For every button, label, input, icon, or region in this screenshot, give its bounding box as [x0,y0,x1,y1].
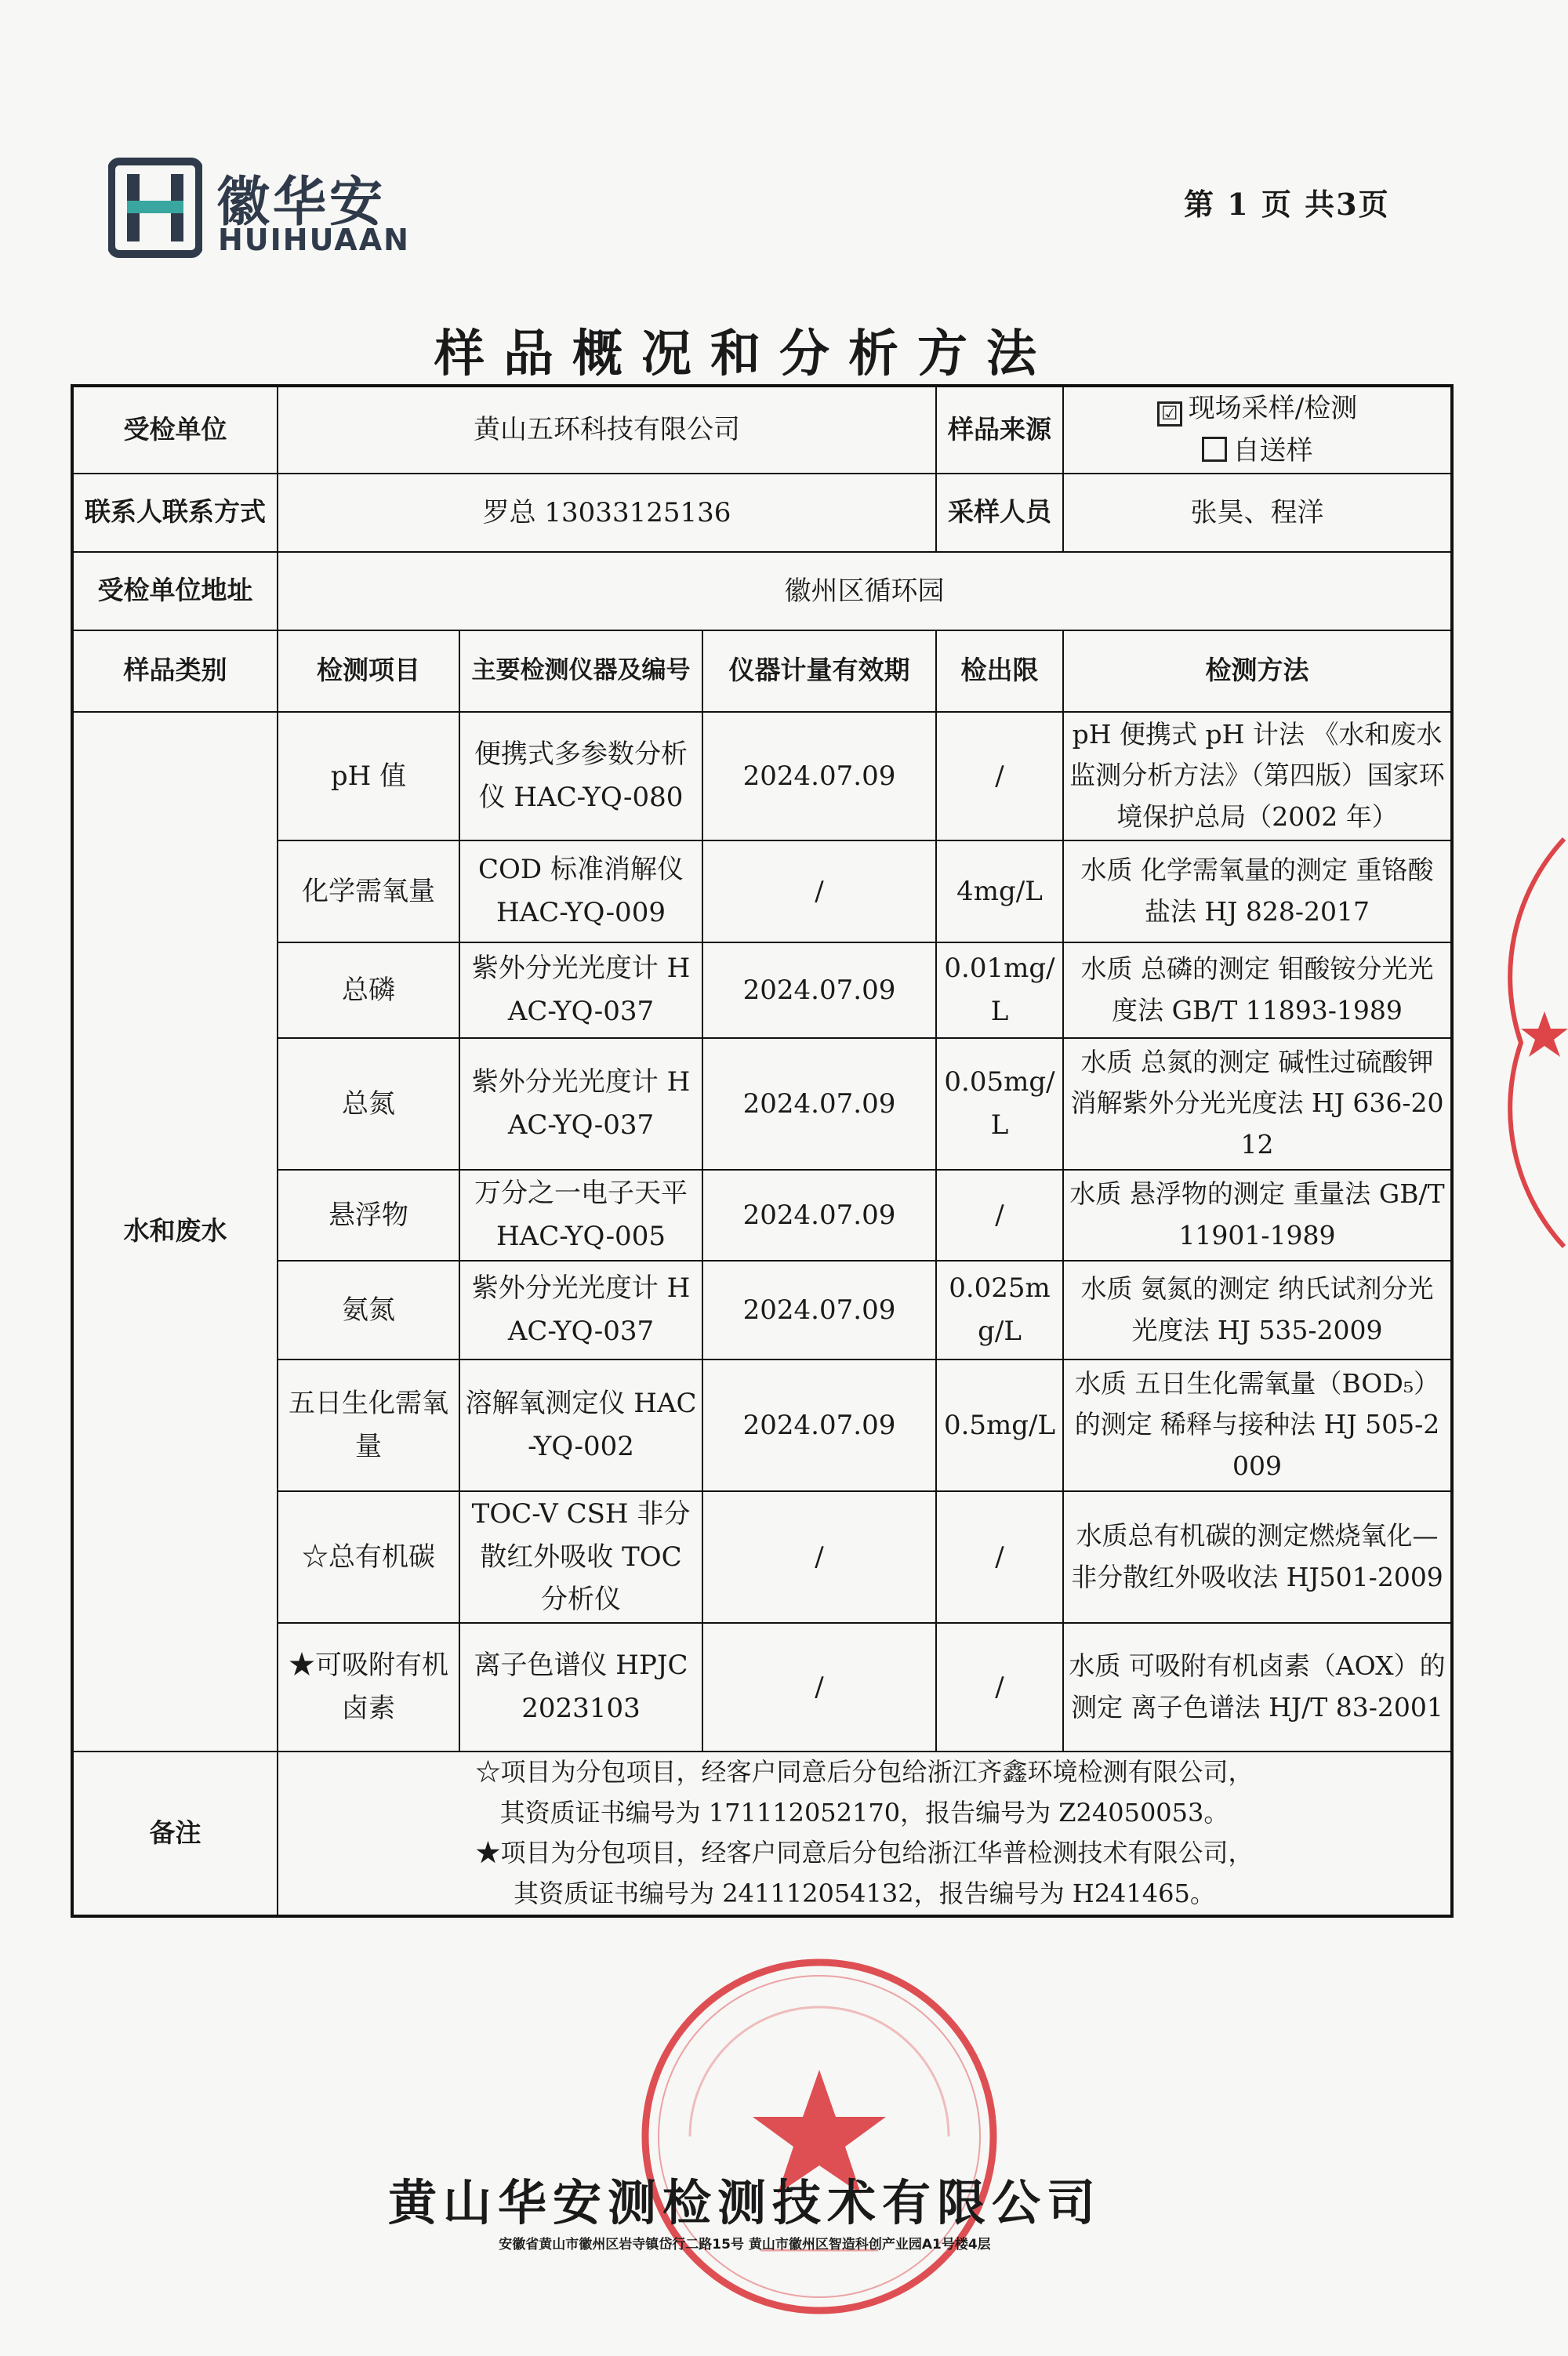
table-row [72,1038,1452,1170]
row-method: 水质 总氮的测定 碱性过硫酸钾消解紫外分光光度法 HJ 636-2012 [1063,1038,1452,1170]
row-instrument: 离子色谱仪 HPJC 2023103 [459,1623,702,1752]
table-row [72,712,1452,840]
col-item: 检测项目 [278,630,459,712]
contact-label: 联系人联系方式 [72,474,278,552]
row-limit: 4mg/L [936,840,1063,942]
row-instrument: 便携式多参数分析仪 HAC-YQ-080 [459,712,702,840]
row-method: 水质 化学需氧量的测定 重铬酸盐法 HJ 828-2017 [1063,840,1452,942]
row-item: ☆总有机碳 [278,1491,459,1623]
contact-value: 罗总 13033125136 [278,474,936,552]
row-instrument: 紫外分光光度计 HAC-YQ-037 [459,1038,702,1170]
client-value: 黄山五环科技有限公司 [278,386,936,474]
remarks-line: ☆项目为分包项目，经客户同意后分包给浙江齐鑫环境检测有限公司， [475,1756,1254,1787]
page-number: 第 1 页 共3页 [1184,187,1390,222]
row-item: ★可吸附有机卤素 [278,1623,459,1752]
row-item: 氨氮 [278,1261,459,1360]
sample-category: 水和废水 [72,712,278,1752]
table-row [72,1261,1452,1360]
row-valid: 2024.07.09 [702,1038,936,1170]
remarks-text [278,1752,1452,1916]
row-method: 水质 可吸附有机卤素（AOX）的测定 离子色谱法 HJ/T 83-2001 [1063,1623,1452,1752]
row-valid: 2024.07.09 [702,942,936,1038]
info-row-address [72,552,1452,630]
row-valid: / [702,840,936,942]
row-method: 水质 悬浮物的测定 重量法 GB/T 11901-1989 [1063,1170,1452,1261]
address-label: 受检单位地址 [72,552,278,630]
table-row [72,840,1452,942]
row-valid: / [702,1491,936,1623]
row-item: 化学需氧量 [278,840,459,942]
remarks-line: 其资质证书编号为 241112054132，报告编号为 H241465。 [514,1879,1215,1909]
logo-mark-icon [108,157,202,259]
row-limit: / [936,712,1063,840]
row-instrument: 紫外分光光度计 HAC-YQ-037 [459,942,702,1038]
partial-red-stamp [1490,823,1568,1262]
row-method: 水质 五日生化需氧量（BOD₅）的测定 稀释与接种法 HJ 505-2009 [1063,1360,1452,1491]
remarks-label: 备注 [72,1752,278,1916]
company-logo [108,157,422,267]
row-instrument: 溶解氧测定仪 HAC-YQ-002 [459,1360,702,1491]
col-limit: 检出限 [936,630,1063,712]
row-limit: 0.025mg/L [936,1261,1063,1360]
row-limit: / [936,1623,1063,1752]
col-valid: 仪器计量有效期 [702,630,936,712]
source-option-onsite [1157,393,1357,424]
company-name: 黄山华安测检测技术有限公司 [387,2174,1102,2231]
official-seal-icon [635,1952,1004,2321]
row-limit: 0.05mg/L [936,1038,1063,1170]
row-item: 五日生化需氧量 [278,1360,459,1491]
logo-english-name: HUIHUAAN [218,223,410,257]
row-limit: 0.5mg/L [936,1360,1063,1491]
row-item: 总氮 [278,1038,459,1170]
sampler-value: 张昊、程洋 [1063,474,1452,552]
row-method: 水质 氨氮的测定 纳氏试剂分光光度法 HJ 535-2009 [1063,1261,1452,1360]
row-valid: 2024.07.09 [702,712,936,840]
row-limit: / [936,1491,1063,1623]
column-header-row [72,630,1452,712]
sample-method-table [71,384,1454,1918]
row-method: 水质 总磷的测定 钼酸铵分光光度法 GB/T 11893-1989 [1063,942,1452,1038]
row-item: 悬浮物 [278,1170,459,1261]
col-category: 样品类别 [72,630,278,712]
remarks-line: 其资质证书编号为 171112052170，报告编号为 Z24050053。 [499,1797,1229,1828]
row-item: 总磷 [278,942,459,1038]
sampler-label: 采样人员 [936,474,1063,552]
source-option-self [1202,435,1313,466]
col-instrument: 主要检测仪器及编号 [459,630,702,712]
row-limit: / [936,1170,1063,1261]
remarks-row [72,1752,1452,1916]
row-instrument: 万分之一电子天平 HAC-YQ-005 [459,1170,702,1261]
source-options [1063,386,1452,474]
table-row [72,1491,1452,1623]
source-label: 样品来源 [936,386,1063,474]
source-option-onsite-label: 现场采样/检测 [1188,393,1358,424]
table-row [72,942,1452,1038]
info-row-client [72,386,1452,474]
address-value: 徽州区循环园 [278,552,1452,630]
row-item: pH 值 [278,712,459,840]
table-row [72,1360,1452,1491]
checked-box-icon: ☑ [1157,401,1182,427]
row-valid: 2024.07.09 [702,1360,936,1491]
row-valid: / [702,1623,936,1752]
col-method: 检测方法 [1063,630,1452,712]
client-label: 受检单位 [72,386,278,474]
row-instrument: COD 标准消解仪 HAC-YQ-009 [459,840,702,942]
info-row-contact [72,474,1452,552]
unchecked-box-icon [1202,437,1227,462]
company-address: 安徽省黄山市徽州区岩寺镇岱行二路15号 黄山市徽州区智造科创产业园A1号楼4层 [499,2237,991,2253]
remarks-line: ★项目为分包项目，经客户同意后分包给浙江华普检测技术有限公司， [475,1838,1254,1868]
source-option-self-label: 自送样 [1232,435,1313,467]
page-title: 样品概况和分析方法 [434,325,1055,383]
row-method: 水质总有机碳的测定燃烧氧化—非分散红外吸收法 HJ501-2009 [1063,1491,1452,1623]
row-instrument: 紫外分光光度计 HAC-YQ-037 [459,1261,702,1360]
logo-chinese-name: 徽华安 [216,172,387,234]
row-instrument: TOC-V CSH 非分散红外吸收 TOC 分析仪 [459,1491,702,1623]
row-limit: 0.01mg/L [936,942,1063,1038]
row-valid: 2024.07.09 [702,1170,936,1261]
row-method: pH 便携式 pH 计法 《水和废水监测分析方法》（第四版）国家环境保护总局（2002 年） [1063,712,1452,840]
table-row [72,1623,1452,1752]
table-row [72,1170,1452,1261]
row-valid: 2024.07.09 [702,1261,936,1360]
